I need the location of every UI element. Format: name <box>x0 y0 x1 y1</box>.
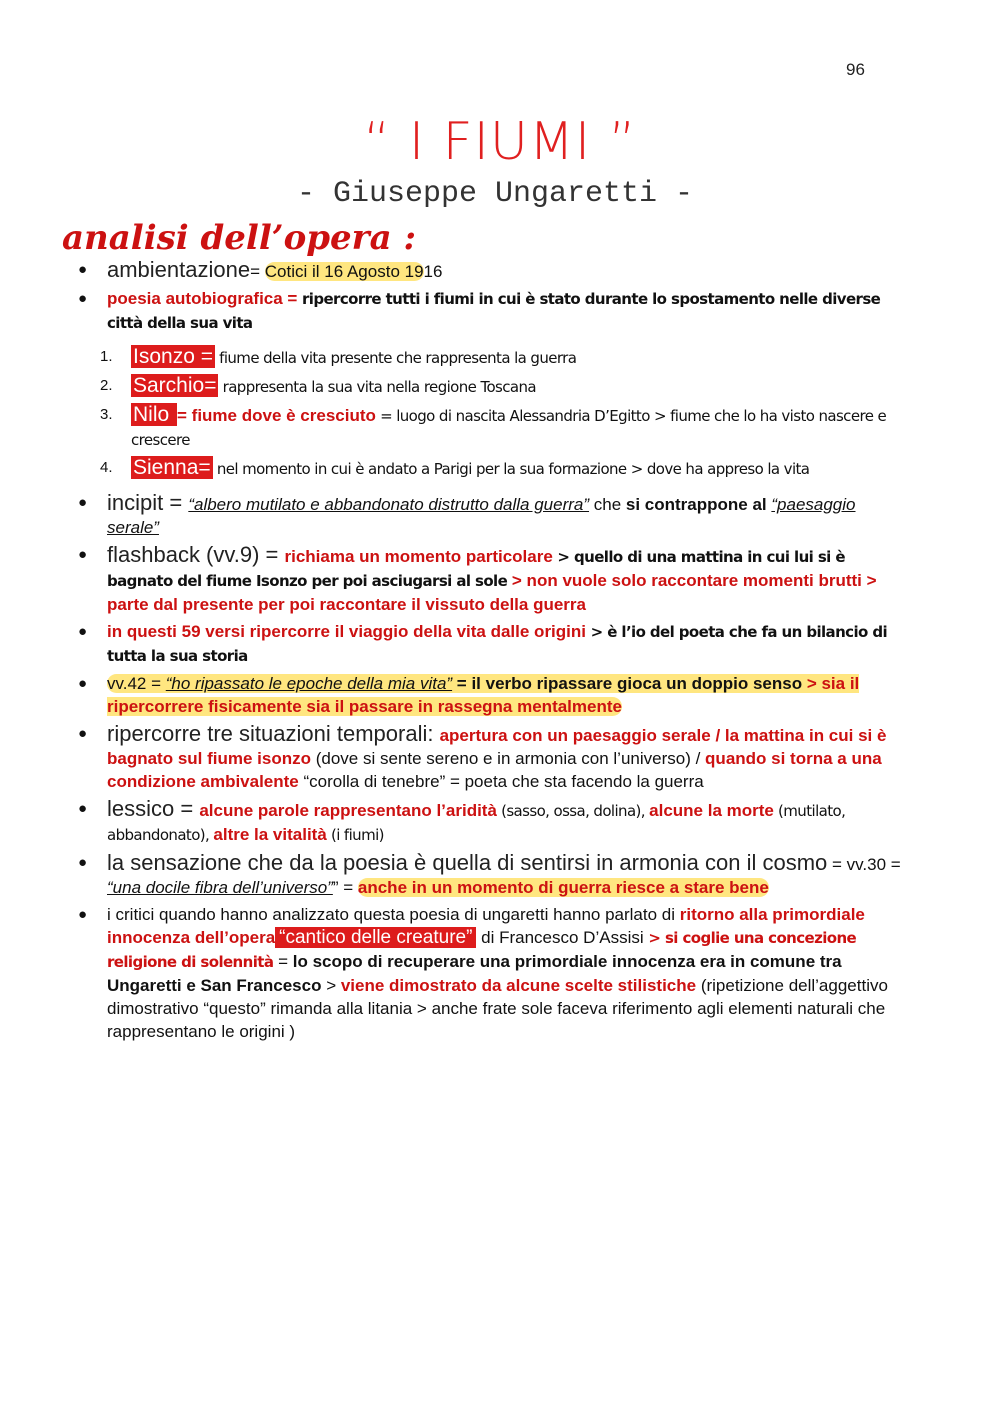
bullet-icon: ● <box>78 800 88 817</box>
river-item-isonzo: 1. Isonzo = fiume della vita presente che rappresenta la guerra <box>100 345 577 368</box>
page-number: 96 <box>846 60 865 79</box>
bullet-icon: ● <box>78 546 88 563</box>
river-item-sarchio: 2. Sarchio= rappresenta la sua vita nella regione Toscana <box>100 374 537 397</box>
bullet-icon: ● <box>78 623 88 640</box>
section-heading: analisi dell’opera : <box>62 218 416 258</box>
list-item-situazioni: ● ripercorre tre situazioni temporali: apertura con un paesaggio serale / la mattina in cui si è bagnato sul fiume isonzo (dove si sente sereno e in armonia con l’universo) / quando si torna a una condizione ambivalente “corolla di tenebre” = poeta che sta facendo la guerra <box>78 721 887 791</box>
notes-content <box>78 258 908 1047</box>
list-item-incipit: ● incipit = “albero mutilato e abbandonato distrutto dalla guerra” che si contrappone al “paesaggio serale” <box>78 490 856 537</box>
river-item-sienna: 4. Sienna= nel momento in cui è andato a Parigi per la sua formazione > dove ha appreso la vita <box>100 456 810 479</box>
page-subtitle: - Giuseppe Ungaretti - <box>296 177 694 211</box>
bullet-icon: ● <box>78 494 88 511</box>
list-item-versi: ● in questi 59 versi ripercorre il viaggio della vita dalle origini > è l’io del poeta che fa un bilancio di tutta la sua storia <box>78 622 887 665</box>
river-item-nilo: 3. Nilo = fiume dove è cresciuto = luogo di nascita Alessandria D’Egitto > fiume che lo ha visto nascere e crescere <box>100 403 887 449</box>
bullet-icon: ● <box>78 906 88 923</box>
bullet-icon: ● <box>78 725 88 742</box>
bullet-icon: ● <box>78 675 88 692</box>
list-item-ambientazione: ● ambientazione= Cotici il 16 Agosto 1916 <box>78 257 443 282</box>
list-item-lessico: ● lessico = alcune parole rappresentano l’aridità (sasso, ossa, dolina), alcune la morte (mutilato, abbandonato), altre la vitalità (i fiumi) <box>78 796 846 844</box>
list-item-critici: ● i critici quando hanno analizzato questa poesia di ungaretti hanno parlato di ritorno alla primordiale innocenza dell’opera “cantico delle creature” di Francesco D’Assisi > si coglie una concezione religione di solennità = lo scopo di recuperare una primordiale innocenza era in comune tra Ungaretti e San Francesco > viene dimostrato da alcune scelte stilistiche (ripetizione dell’aggettivo dimostrativo “questo” rimanda alla litania > anche frate sole faceva riferimento agli elementi naturali che rappresentano le origini ) <box>78 905 888 1041</box>
bullet-icon: ● <box>78 261 88 278</box>
list-item-sensazione: ● la sensazione che da la poesia è quella di sentirsi in armonia con il cosmo = vv.30 = “una docile fibra dell’universo”” = anche in un momento di guerra riesce a stare bene <box>78 850 901 897</box>
list-item-autobiografica: ● poesia autobiografica = ripercorre tutti i fiumi in cui è stato durante lo spostamento nelle diverse città della sua vita <box>78 289 881 332</box>
list-item-vv42: ● vv.42 = “ho ripassato le epoche della mia vita” = il verbo ripassare gioca un doppio senso > sia il ripercorrere fisicamente sia il passare in rassegna mentalmente <box>78 674 860 716</box>
list-item-flashback: ● flashback (vv.9) = richiama un momento particolare > quello di una mattina in cui lui si è bagnato del fiume Isonzo per poi asciugarsi al sole > non vuole solo raccontare momenti brutti > parte dal presente per poi raccontare il vissuto della guerra <box>78 542 877 614</box>
bullet-icon: ● <box>78 290 88 307</box>
bullet-icon: ● <box>78 854 88 871</box>
page-title: “ I FIUMI ” <box>363 112 637 172</box>
